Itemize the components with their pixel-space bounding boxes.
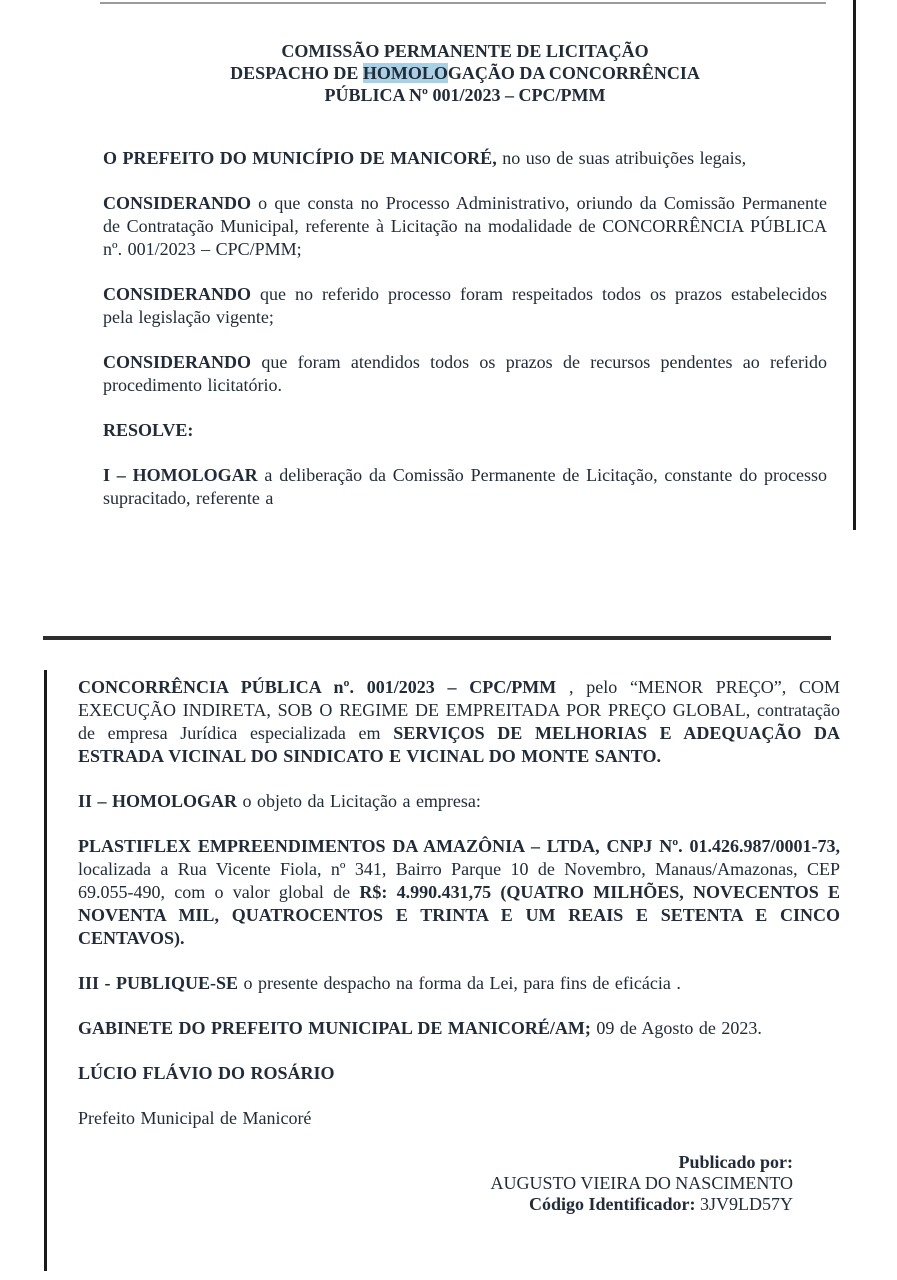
signature-name: LÚCIO FLÁVIO DO ROSÁRIO — [78, 1063, 335, 1083]
paragraph-item-3-publique-se: III - PUBLIQUE-SE o presente despacho na forma da Lei, para fins de eficácia . — [78, 973, 681, 993]
document-title — [103, 40, 827, 106]
page1-top-rule — [100, 2, 826, 4]
document-title-line-2: DESPACHO DE HOMOLOGAÇÃO DA CONCORRÊNCIA — [230, 63, 700, 83]
published-by-label: Publicado por: — [678, 1152, 793, 1172]
document-title-line-1: COMISSÃO PERMANENTE DE LICITAÇÃO — [281, 41, 649, 61]
paragraph-item-1-homologar: I – HOMOLOGAR a deliberação da Comissão Permanente de Licitação, constante do processo supracitado, referente a — [103, 465, 827, 508]
page-fragment-divider — [43, 636, 831, 640]
paragraph-gabinete-date: GABINETE DO PREFEITO MUNICIPAL DE MANICORÉ/AM; 09 de Agosto de 2023. — [78, 1018, 762, 1038]
identifier-code: Código Identificador: 3JV9LD57Y — [529, 1194, 793, 1214]
paragraph-preamble: O PREFEITO DO MUNICÍPIO DE MANICORÉ, no uso de suas atribuições legais, — [103, 148, 747, 168]
document-title-line-3: PÚBLICA Nº 001/2023 – CPC/PMM — [324, 85, 606, 105]
paragraph-resolve: RESOLVE: — [103, 420, 194, 440]
paragraph-object-description: CONCORRÊNCIA PÚBLICA nº. 001/2023 – CPC/PMM , pelo “MENOR PREÇO”, COM EXECUÇÃO INDIRETA, SOB O REGIME DE EMPREITADA POR PREÇO GLOBAL, contratação de empresa Jurídica especializada em SERVIÇOS DE MELHORIAS E ADEQUAÇÃO DA ESTRADA VICINAL DO SINDICATO E VICINAL DO MONTE SANTO. — [78, 677, 841, 766]
page2-left-border — [44, 670, 47, 1271]
paragraph-considerando-3: CONSIDERANDO que foram atendidos todos os prazos de recursos pendentes ao referido procedimento licitatório. — [103, 352, 827, 395]
paragraph-company-award: PLASTIFLEX EMPREENDIMENTOS DA AMAZÔNIA – LTDA, CNPJ Nº. 01.426.987/0001-73, localizada a Rua Vicente Fiola, nº 341, Bairro Parque 10 de Novembro, Manaus/Amazonas, CEP 69.055-490, com o valor global de R$: 4.990.431,75 (QUATRO MILHÕES, NOVECENTOS E NOVENTA MIL, QUATROCENTOS E TRINTA E UM REAIS E SETENTA E CINCO CENTAVOS). — [78, 836, 840, 948]
paragraph-item-2-homologar: II – HOMOLOGAR o objeto da Licitação a empresa: — [78, 791, 481, 811]
paragraph-considerando-1: CONSIDERANDO o que consta no Processo Administrativo, oriundo da Comissão Permanente de Contratação Municipal, referente à Licitação na modalidade de CONCORRÊNCIA PÚBLICA nº. 001/2023 – CPC/PMM; — [103, 193, 827, 259]
paragraph-considerando-2: CONSIDERANDO que no referido processo foram respeitados todos os prazos estabelecidos pela legislação vigente; — [103, 284, 827, 327]
signature-role: Prefeito Municipal de Manicoré — [78, 1108, 312, 1128]
page1-right-border — [853, 0, 856, 530]
page2-fragment — [78, 676, 840, 1215]
page1-fragment — [103, 40, 827, 532]
publication-footer — [78, 1152, 840, 1215]
published-by-name: AUGUSTO VIEIRA DO NASCIMENTO — [490, 1173, 793, 1193]
